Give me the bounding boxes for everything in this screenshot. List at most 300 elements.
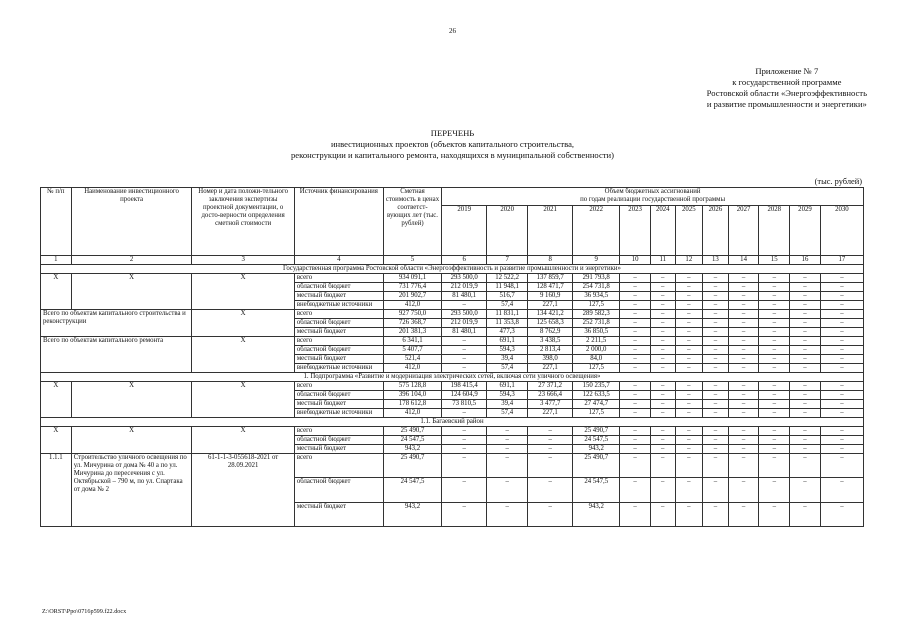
year-value-cell: – — [703, 391, 729, 400]
year-value-cell: – — [650, 301, 675, 310]
year-header: 2023 — [620, 206, 651, 256]
year-value-cell: 477,3 — [487, 328, 528, 337]
year-value-cell: – — [703, 274, 729, 283]
title-line: инвестиционных проектов (объектов капитального строительства, — [330, 139, 575, 149]
column-number: 4 — [294, 256, 383, 265]
year-value-cell: – — [820, 502, 863, 526]
column-number: 3 — [192, 256, 294, 265]
year-value-cell: 691,1 — [487, 382, 528, 391]
year-value-cell: 57,4 — [487, 301, 528, 310]
year-value-cell: 943,2 — [573, 445, 620, 454]
investment-projects-table — [40, 187, 864, 527]
year-header: 2022 — [573, 206, 620, 256]
year-value-cell: – — [675, 427, 703, 436]
year-value-cell: – — [820, 391, 863, 400]
year-value-cell: – — [650, 319, 675, 328]
cost-cell: 927 750,0 — [383, 310, 441, 319]
year-value-cell: – — [620, 454, 651, 478]
source-cell: местный бюджет — [294, 400, 383, 409]
year-value-cell: – — [790, 346, 821, 355]
year-value-cell: 25 490,7 — [573, 454, 620, 478]
source-cell: областной бюджет — [294, 436, 383, 445]
doc-cell: Х — [192, 310, 294, 337]
name-cell: Х — [71, 274, 192, 310]
year-value-cell: 27 474,7 — [573, 400, 620, 409]
year-value-cell: – — [759, 346, 790, 355]
column-number: 7 — [487, 256, 528, 265]
year-value-cell: – — [728, 382, 759, 391]
year-value-cell: 39,4 — [487, 400, 528, 409]
year-value-cell: – — [620, 310, 651, 319]
year-value-cell: 84,0 — [573, 355, 620, 364]
year-value-cell: – — [650, 328, 675, 337]
year-value-cell: – — [675, 409, 703, 418]
year-value-cell: – — [675, 391, 703, 400]
year-value-cell: – — [675, 319, 703, 328]
year-value-cell: – — [528, 454, 573, 478]
year-value-cell: – — [620, 478, 651, 502]
year-value-cell: 122 633,5 — [573, 391, 620, 400]
year-value-cell: 24 547,5 — [573, 478, 620, 502]
year-value-cell: – — [759, 364, 790, 373]
section-header-row — [41, 418, 864, 427]
year-header: 2029 — [790, 206, 821, 256]
year-value-cell: – — [442, 301, 487, 310]
cost-cell: 201 902,7 — [383, 292, 441, 301]
year-value-cell: – — [442, 454, 487, 478]
year-value-cell: – — [820, 301, 863, 310]
header-num: № п/п — [41, 188, 72, 256]
appendix-line: Приложение № 7 — [755, 66, 819, 76]
year-value-cell: – — [728, 355, 759, 364]
year-value-cell: – — [820, 382, 863, 391]
year-value-cell: – — [790, 454, 821, 478]
source-cell: местный бюджет — [294, 328, 383, 337]
column-number: 17 — [820, 256, 863, 265]
cost-cell: 943,2 — [383, 445, 441, 454]
source-cell: всего — [294, 310, 383, 319]
year-value-cell: – — [820, 427, 863, 436]
year-value-cell: – — [620, 427, 651, 436]
year-value-cell: – — [820, 400, 863, 409]
year-value-cell: 23 666,4 — [528, 391, 573, 400]
column-number: 12 — [675, 256, 703, 265]
year-value-cell: 252 731,8 — [573, 319, 620, 328]
source-cell: областной бюджет — [294, 319, 383, 328]
year-value-cell: – — [620, 319, 651, 328]
year-value-cell: – — [759, 355, 790, 364]
year-value-cell: – — [620, 283, 651, 292]
year-value-cell: 691,1 — [487, 337, 528, 346]
year-value-cell: – — [728, 391, 759, 400]
title-line: реконструкции и капитального ремонта, находящихся в муниципальной собственности) — [291, 150, 614, 160]
year-value-cell: – — [790, 337, 821, 346]
year-value-cell: 594,3 — [487, 346, 528, 355]
year-value-cell: 254 731,8 — [573, 283, 620, 292]
year-value-cell: – — [728, 328, 759, 337]
year-value-cell: – — [620, 400, 651, 409]
year-value-cell: – — [442, 502, 487, 526]
year-value-cell: – — [728, 409, 759, 418]
year-value-cell: – — [820, 436, 863, 445]
year-value-cell: – — [675, 337, 703, 346]
year-value-cell: – — [703, 478, 729, 502]
year-value-cell: – — [620, 346, 651, 355]
year-header: 2027 — [728, 206, 759, 256]
year-value-cell: – — [620, 355, 651, 364]
year-value-cell: – — [820, 478, 863, 502]
year-value-cell: – — [487, 445, 528, 454]
table-row — [41, 382, 864, 391]
year-value-cell: 227,1 — [528, 409, 573, 418]
year-value-cell: 81 480,1 — [442, 292, 487, 301]
year-value-cell: – — [487, 427, 528, 436]
year-value-cell: – — [675, 400, 703, 409]
cost-cell: 396 104,0 — [383, 391, 441, 400]
year-value-cell: 293 500,0 — [442, 310, 487, 319]
year-header: 2019 — [442, 206, 487, 256]
year-value-cell: – — [790, 319, 821, 328]
year-value-cell: – — [442, 355, 487, 364]
year-value-cell: – — [728, 301, 759, 310]
cost-cell: 726 368,7 — [383, 319, 441, 328]
year-value-cell: – — [620, 301, 651, 310]
year-value-cell: 124 604,9 — [442, 391, 487, 400]
year-value-cell: – — [528, 502, 573, 526]
column-number: 16 — [790, 256, 821, 265]
appendix-block — [707, 66, 867, 110]
year-value-cell: – — [759, 382, 790, 391]
year-value-cell: – — [820, 319, 863, 328]
year-value-cell: – — [820, 292, 863, 301]
source-cell: внебюджетные источники — [294, 364, 383, 373]
header-volume-line: Объем бюджетных ассигнований — [604, 188, 701, 195]
total-repair-label: Всего по объектам капитального ремонта — [41, 337, 192, 373]
year-value-cell: – — [620, 292, 651, 301]
year-value-cell: – — [487, 436, 528, 445]
year-value-cell: – — [703, 400, 729, 409]
year-value-cell: – — [728, 319, 759, 328]
units-label: (тыс. рублей) — [814, 177, 862, 186]
year-value-cell: – — [703, 427, 729, 436]
year-value-cell: 8 762,9 — [528, 328, 573, 337]
footer-file-path: Z:\ORST\Ppo\0716p599.f22.docx — [42, 608, 127, 615]
name-cell: Х — [71, 382, 192, 418]
year-value-cell: – — [820, 346, 863, 355]
year-value-cell: – — [650, 445, 675, 454]
year-value-cell: 134 421,2 — [528, 310, 573, 319]
source-cell: всего — [294, 337, 383, 346]
year-value-cell: – — [820, 274, 863, 283]
year-value-cell: – — [728, 292, 759, 301]
table-row — [41, 454, 864, 478]
year-value-cell: 227,1 — [528, 301, 573, 310]
year-value-cell: 2 211,5 — [573, 337, 620, 346]
year-value-cell: – — [759, 400, 790, 409]
column-number: 11 — [650, 256, 675, 265]
column-number: 6 — [442, 256, 487, 265]
year-value-cell: – — [650, 337, 675, 346]
year-value-cell: – — [759, 409, 790, 418]
column-number: 10 — [620, 256, 651, 265]
year-value-cell: – — [442, 478, 487, 502]
cost-cell: 5 407,7 — [383, 346, 441, 355]
year-value-cell: – — [675, 346, 703, 355]
year-value-cell: – — [703, 346, 729, 355]
year-value-cell: – — [790, 274, 821, 283]
column-numbers-row — [41, 256, 864, 265]
column-number: 13 — [703, 256, 729, 265]
cost-cell: 731 776,4 — [383, 283, 441, 292]
year-value-cell: – — [675, 283, 703, 292]
year-value-cell: – — [759, 283, 790, 292]
year-value-cell: 516,7 — [487, 292, 528, 301]
year-value-cell: – — [790, 409, 821, 418]
year-value-cell: – — [703, 445, 729, 454]
source-cell: внебюджетные источники — [294, 409, 383, 418]
year-value-cell: – — [703, 301, 729, 310]
year-value-cell: – — [675, 436, 703, 445]
year-value-cell: – — [728, 502, 759, 526]
year-value-cell: 57,4 — [487, 364, 528, 373]
table-row — [41, 310, 864, 319]
year-value-cell: – — [790, 364, 821, 373]
year-value-cell: – — [620, 391, 651, 400]
source-cell: местный бюджет — [294, 292, 383, 301]
cost-cell: 934 091,1 — [383, 274, 441, 283]
num-cell: Х — [41, 274, 72, 310]
year-value-cell: – — [650, 310, 675, 319]
year-value-cell: – — [703, 382, 729, 391]
year-value-cell: – — [620, 409, 651, 418]
year-value-cell: – — [442, 436, 487, 445]
year-value-cell: – — [675, 364, 703, 373]
year-value-cell: – — [442, 445, 487, 454]
year-value-cell: 11 831,1 — [487, 310, 528, 319]
year-value-cell: 2 000,0 — [573, 346, 620, 355]
year-value-cell: – — [820, 409, 863, 418]
year-value-cell: – — [703, 364, 729, 373]
year-value-cell: – — [703, 436, 729, 445]
year-value-cell: – — [759, 478, 790, 502]
year-value-cell: – — [728, 310, 759, 319]
section-header-row — [41, 265, 864, 274]
cost-cell: 25 490,7 — [383, 454, 441, 478]
year-value-cell: – — [728, 400, 759, 409]
year-value-cell: 27 371,2 — [528, 382, 573, 391]
year-value-cell: 212 019,9 — [442, 319, 487, 328]
year-value-cell: – — [728, 454, 759, 478]
cost-cell: 201 381,3 — [383, 328, 441, 337]
year-value-cell: – — [650, 502, 675, 526]
year-header: 2025 — [675, 206, 703, 256]
year-value-cell: 212 019,9 — [442, 283, 487, 292]
year-value-cell: 3 477,7 — [528, 400, 573, 409]
year-value-cell: – — [759, 337, 790, 346]
year-value-cell: – — [650, 427, 675, 436]
year-value-cell: – — [703, 283, 729, 292]
year-value-cell: – — [650, 364, 675, 373]
header-volume — [442, 188, 864, 206]
year-value-cell: – — [675, 310, 703, 319]
appendix-line: и развитие промышленности и энергетики» — [706, 99, 867, 109]
year-value-cell: 24 547,5 — [573, 436, 620, 445]
table-row — [41, 274, 864, 283]
year-value-cell: 137 859,7 — [528, 274, 573, 283]
column-number: 9 — [573, 256, 620, 265]
column-number: 5 — [383, 256, 441, 265]
year-value-cell: – — [703, 355, 729, 364]
source-cell: всего — [294, 382, 383, 391]
appendix-line: к государственной программе — [732, 77, 842, 87]
year-value-cell: – — [759, 502, 790, 526]
source-cell: внебюджетные источники — [294, 301, 383, 310]
cost-cell: 412,0 — [383, 409, 441, 418]
year-value-cell: – — [790, 328, 821, 337]
column-number: 8 — [528, 256, 573, 265]
year-value-cell: 9 160,9 — [528, 292, 573, 301]
year-value-cell: – — [650, 382, 675, 391]
year-value-cell: – — [728, 274, 759, 283]
cost-cell: 24 547,5 — [383, 436, 441, 445]
year-value-cell: – — [620, 364, 651, 373]
year-value-cell: – — [487, 478, 528, 502]
column-number: 2 — [71, 256, 192, 265]
year-header: 2028 — [759, 206, 790, 256]
source-cell: местный бюджет — [294, 355, 383, 364]
year-value-cell: – — [820, 364, 863, 373]
year-value-cell: – — [790, 502, 821, 526]
year-value-cell: – — [820, 445, 863, 454]
title-heading: ПЕРЕЧЕНЬ — [430, 128, 475, 138]
project-name: Строительство уличного освещения по ул. Мичурина от дома № 40 а по ул. Мичурина до пересечения с ул. Октябрьской – 790 м, по ул. Спартака от дома № 2 — [71, 454, 192, 527]
year-value-cell: – — [620, 337, 651, 346]
year-value-cell: – — [675, 301, 703, 310]
doc-cell: Х — [192, 427, 294, 454]
year-header: 2024 — [650, 206, 675, 256]
year-header: 2030 — [820, 206, 863, 256]
section-title: 1. Подпрограмма «Развитие и модернизация электрических сетей, включая сети уличного освещения» — [41, 373, 864, 382]
year-value-cell: – — [759, 319, 790, 328]
year-value-cell: – — [790, 292, 821, 301]
year-value-cell: – — [442, 427, 487, 436]
year-value-cell: – — [650, 478, 675, 502]
year-value-cell: – — [820, 337, 863, 346]
total-cap-label: Всего по объектам капитального строительства и реконструкции — [41, 310, 192, 337]
year-value-cell: – — [650, 283, 675, 292]
cost-cell: 6 341,1 — [383, 337, 441, 346]
year-value-cell: – — [675, 328, 703, 337]
year-value-cell: – — [759, 328, 790, 337]
year-value-cell: – — [650, 355, 675, 364]
header-doc: Номер и дата положи-тельного заключения экспертизы проектной документации, о досто-верности определения сметной стоимости — [192, 188, 294, 256]
year-value-cell: – — [650, 436, 675, 445]
year-value-cell: – — [650, 400, 675, 409]
year-value-cell: – — [650, 454, 675, 478]
source-cell: местный бюджет — [294, 502, 383, 526]
year-value-cell: – — [820, 328, 863, 337]
source-cell: областной бюджет — [294, 283, 383, 292]
year-value-cell: – — [759, 292, 790, 301]
source-cell: областной бюджет — [294, 391, 383, 400]
year-value-cell: – — [790, 478, 821, 502]
source-cell: областной бюджет — [294, 346, 383, 355]
year-value-cell: 127,5 — [573, 409, 620, 418]
year-value-cell: 125 658,3 — [528, 319, 573, 328]
year-value-cell: – — [620, 382, 651, 391]
year-header: 2026 — [703, 206, 729, 256]
page-number: 26 — [449, 27, 456, 35]
year-value-cell: – — [790, 310, 821, 319]
year-value-cell: – — [528, 445, 573, 454]
year-value-cell: – — [790, 283, 821, 292]
year-value-cell: 36 850,5 — [573, 328, 620, 337]
year-value-cell: – — [675, 445, 703, 454]
cost-cell: 521,4 — [383, 355, 441, 364]
year-value-cell: – — [790, 355, 821, 364]
year-value-cell: 81 480,1 — [442, 328, 487, 337]
column-number: 14 — [728, 256, 759, 265]
year-value-cell: 198 415,4 — [442, 382, 487, 391]
year-value-cell: – — [650, 292, 675, 301]
year-value-cell: 3 438,5 — [528, 337, 573, 346]
year-value-cell: – — [728, 427, 759, 436]
year-value-cell: – — [675, 292, 703, 301]
year-value-cell: – — [820, 454, 863, 478]
year-value-cell: – — [703, 292, 729, 301]
cost-cell: 575 128,8 — [383, 382, 441, 391]
year-value-cell: – — [728, 364, 759, 373]
year-value-cell: – — [528, 478, 573, 502]
year-value-cell: – — [728, 436, 759, 445]
year-value-cell: – — [728, 445, 759, 454]
year-value-cell: 150 235,7 — [573, 382, 620, 391]
year-value-cell: – — [759, 310, 790, 319]
year-value-cell: – — [703, 328, 729, 337]
year-value-cell: – — [442, 364, 487, 373]
column-number: 15 — [759, 256, 790, 265]
year-value-cell: 291 793,8 — [573, 274, 620, 283]
year-value-cell: – — [528, 436, 573, 445]
year-value-cell: – — [703, 319, 729, 328]
year-value-cell: – — [790, 436, 821, 445]
year-value-cell: – — [650, 346, 675, 355]
year-value-cell: 293 500,0 — [442, 274, 487, 283]
year-value-cell: – — [820, 283, 863, 292]
project-doc: 61-1-1-3-055618-2021 от 28.09.2021 — [192, 454, 294, 527]
table-row — [41, 337, 864, 346]
name-cell: Х — [71, 427, 192, 454]
year-value-cell: – — [790, 391, 821, 400]
header-name: Наименование инвестиционного проекта — [71, 188, 192, 256]
doc-cell: Х — [192, 337, 294, 373]
cost-cell: 25 490,7 — [383, 427, 441, 436]
year-value-cell: – — [790, 400, 821, 409]
num-cell: Х — [41, 427, 72, 454]
cost-cell: 24 547,5 — [383, 478, 441, 502]
year-value-cell: – — [675, 454, 703, 478]
header-volume-line: по годам реализации государственной программы — [580, 196, 726, 203]
source-cell: всего — [294, 274, 383, 283]
year-header: 2021 — [528, 206, 573, 256]
year-value-cell: – — [650, 409, 675, 418]
year-value-cell: – — [728, 478, 759, 502]
source-cell: местный бюджет — [294, 445, 383, 454]
year-value-cell: – — [728, 283, 759, 292]
year-value-cell: – — [650, 274, 675, 283]
year-value-cell: 25 490,7 — [573, 427, 620, 436]
year-value-cell: 289 582,3 — [573, 310, 620, 319]
